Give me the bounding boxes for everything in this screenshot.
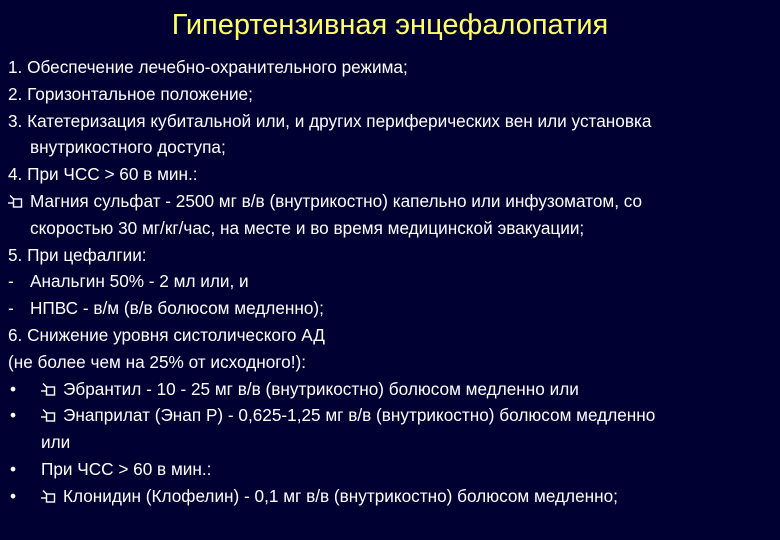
slide-body [8,54,776,510]
list-item-text: Эбрантил - 10 - 25 мг в/в (внутрикостно) болюсом медленно или [63,378,579,399]
list-item-text: 1. Обеспечение лечебно-охранительного режима; [8,57,408,77]
list-item [8,108,776,135]
list-item-text: НПВС - в/м (в/в болюсом медленно); [30,298,324,319]
list-item [8,322,776,349]
list-item [8,161,776,188]
list-item-text: 2. Горизонтальное положение; [8,83,253,104]
list-item [8,54,776,81]
list-item-text: скоростью 30 мг/кг/час, на месте и во время медицинской эвакуации; [30,217,585,238]
bullet-marker: • [10,458,17,479]
bullet-marker: • [10,405,17,426]
list-item-text: Анальгин 50% - 2 мл или, и [30,271,249,292]
slide-title: Гипертензивная энцефалопатия [171,9,609,41]
list-item [8,242,776,269]
list-item [8,456,776,483]
list-item-continuation [8,429,776,456]
bullet-marker: • [10,485,17,506]
list-item-text: Энаприлат (Энап Р) - 0,625-1,25 мг в/в (внутрикостно) болюсом медленно [63,405,656,426]
list-item [8,295,776,322]
list-item-text: внутрикостного доступа; [30,137,226,158]
syringe-icon [41,383,55,397]
list-item-text: или [41,432,71,453]
list-item-continuation [8,134,776,161]
list-item-text: 5. При цефалгии: [8,244,147,265]
list-item-text: 4. При ЧСС > 60 в мин.: [8,164,198,185]
list-item [8,188,776,215]
list-item-text: 3. Катетеризация кубитальной или, и других периферических вен или установка [8,110,652,131]
list-item-text: Магния сульфат - 2500 мг в/в (внутрикостно) капельно или инфузоматом, со [30,190,643,211]
syringe-icon [41,490,55,504]
bullet-marker: • [10,378,17,399]
list-item-continuation [8,215,776,242]
list-item [8,268,776,295]
list-item [8,483,776,510]
syringe-icon [41,409,55,423]
list-item-text: Клонидин (Клофелин) - 0,1 мг в/в (внутрикостно) болюсом медленно; [63,485,618,506]
list-item [8,349,776,376]
list-item-text: (не более чем на 25% от исходного!): [8,351,307,372]
list-item [8,376,776,403]
dash-marker: - [8,298,14,319]
list-item-text: 6. Снижение уровня систолического АД [8,324,325,345]
list-item [8,81,776,108]
list-item-text: При ЧСС > 60 в мин.: [41,458,212,479]
dash-marker: - [8,271,14,292]
syringe-icon [8,195,22,209]
list-item [8,402,776,429]
